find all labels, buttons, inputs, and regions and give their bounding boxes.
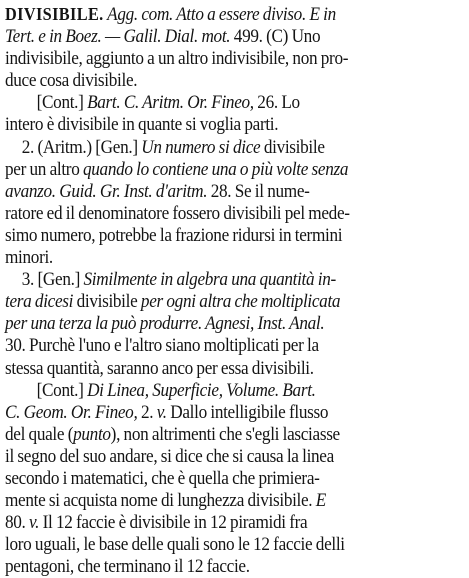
body-text: 3. [Gen.] xyxy=(21,270,84,291)
entry-line xyxy=(5,335,465,357)
entry-line xyxy=(5,534,465,556)
body-text: minori. xyxy=(5,248,53,269)
italic-text: v. xyxy=(156,402,167,423)
body-text: 499. (C) Uno xyxy=(230,27,321,48)
body-text: per un altro xyxy=(5,159,83,180)
italic-text: Un numero si dice xyxy=(141,137,261,158)
entry-line xyxy=(5,380,465,402)
italic-text: per una terza la può produrre. Agnesi, Inst. Anal. xyxy=(5,314,325,335)
italic-text: Similmente in algebra una quantità in- xyxy=(83,270,336,291)
body-text: 26. Lo xyxy=(253,93,300,114)
body-text: divisibile xyxy=(260,137,325,158)
entry-line xyxy=(5,114,465,136)
entry-line xyxy=(5,70,465,92)
entry-line xyxy=(5,424,465,446)
italic-text: v. xyxy=(29,513,40,534)
dictionary-entry xyxy=(5,3,465,578)
body-text: Dallo intelligibile flusso xyxy=(166,402,329,423)
body-text: divisibile xyxy=(73,292,141,313)
italic-text: C. Geom. Or. Fineo, xyxy=(5,402,138,423)
body-text: [Cont.] xyxy=(36,380,88,401)
body-text: 2. xyxy=(137,402,157,423)
entry-line xyxy=(5,48,465,70)
body-text: del quale ( xyxy=(5,424,74,445)
body-text: il segno del suo andare, si dice che si causa la linea xyxy=(5,446,334,467)
entry-line xyxy=(5,247,465,269)
italic-text: per ogni altra che moltiplicata xyxy=(140,292,341,313)
italic-text: Bart. C. Aritm. Or. Fineo, xyxy=(87,93,254,114)
entry-line xyxy=(5,225,465,247)
entry-line xyxy=(5,181,465,203)
body-text: Il 12 faccie è divisibile in 12 piramidi fra xyxy=(39,513,308,534)
italic-text: tera dicesi xyxy=(5,292,74,313)
italic-text: Agg. com. Atto a essere diviso. E in xyxy=(107,5,336,25)
entry-line xyxy=(5,556,465,578)
entry-line xyxy=(5,358,465,380)
body-text: pentagoni, che terminano il 12 faccie. xyxy=(5,557,250,578)
body-text: ratore ed il denominatore fossero divisibili pel mede- xyxy=(5,203,350,224)
body-text: stessa quantità, saranno anco per essa divisibili. xyxy=(5,358,314,379)
entry-line xyxy=(5,313,465,335)
body-text: secondo i matematici, che è quella che primiera- xyxy=(5,468,320,489)
italic-text: Tert. e in Boez. — Galil. Dial. mot. xyxy=(5,27,231,48)
entry-line xyxy=(5,402,465,424)
entry-line xyxy=(5,291,465,313)
italic-text: quando lo contiene una o più volte senza xyxy=(82,159,349,180)
italic-text: Di Linea, Superficie, Volume. Bart. xyxy=(87,380,316,401)
entry-line xyxy=(5,512,465,534)
entry-line xyxy=(5,468,465,490)
entry-line xyxy=(5,490,465,512)
body-text: 28. Se il nume- xyxy=(207,181,310,202)
italic-text: E xyxy=(315,491,326,512)
italic-text: punto xyxy=(73,424,111,445)
entry-line xyxy=(5,26,465,48)
body-text: 80. xyxy=(5,513,30,534)
entry-headline xyxy=(5,3,465,26)
entry-line xyxy=(5,203,465,225)
body-text: [Cont.] xyxy=(36,93,88,114)
body-text: loro uguali, le base delle quali sono le 12 faccie delli xyxy=(5,535,345,556)
entry-line xyxy=(5,269,465,291)
headword: DIVISIBILE. xyxy=(5,4,104,24)
body-text: mente si acquista nome di lunghezza divisibile. xyxy=(5,491,316,512)
italic-text: avanzo. Guid. Gr. Inst. d'aritm. xyxy=(5,181,208,202)
entry-line xyxy=(5,159,465,181)
body-text: simo numero, potrebbe la frazione ridursi in termini xyxy=(5,225,343,246)
body-text: 30. Purchè l'uno e l'altro siano moltiplicati per la xyxy=(5,336,319,357)
entry-line xyxy=(5,446,465,468)
body-text: duce cosa divisibile. xyxy=(5,71,138,92)
body-text: indivisibile, aggiunto a un altro indivisibile, non pro- xyxy=(5,49,349,70)
body-text: 2. (Aritm.) [Gen.] xyxy=(21,137,142,158)
entry-line xyxy=(5,137,465,159)
body-text: intero è divisibile in quante si voglia parti. xyxy=(5,115,279,136)
body-text: ), non altrimenti che s'egli lasciasse xyxy=(110,424,340,445)
entry-line xyxy=(5,92,465,114)
